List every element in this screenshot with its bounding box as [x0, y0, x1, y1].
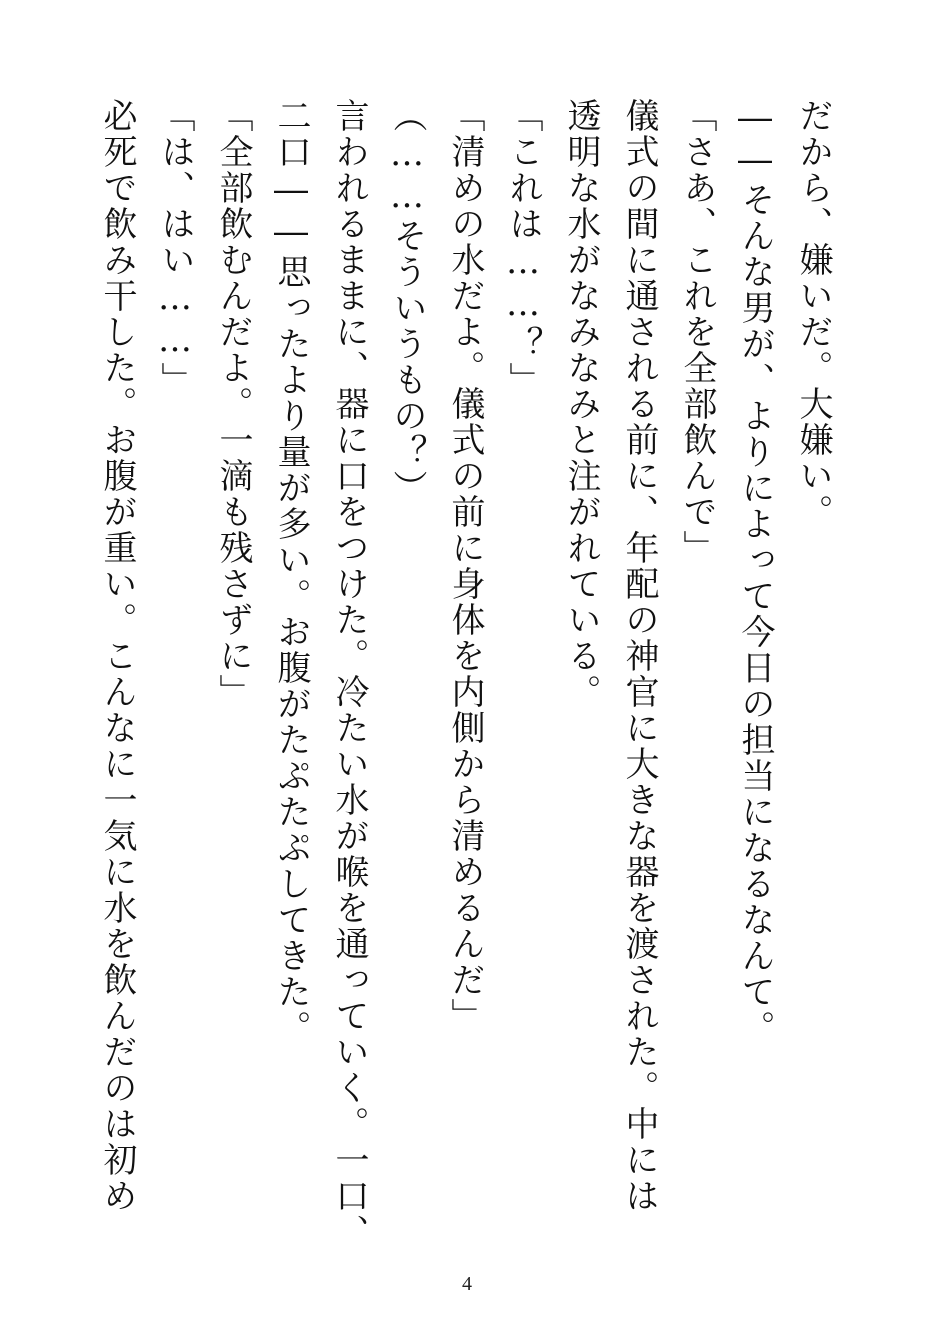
text-line: ――そんな男が、よりによって今日の担当になるなんて。	[735, 98, 775, 1046]
text-line: だから、嫌いだ。大嫌い。	[793, 98, 833, 530]
text-line: 「全部飲むんだよ。一滴も残さずに」	[213, 98, 253, 710]
text-line: 二口――思ったより量が多い。お腹がたぷたぷしてきた。	[271, 98, 311, 1046]
text-line: 「は、はい……」	[155, 98, 195, 398]
page-number: 4	[462, 1273, 472, 1295]
text-line: 「さあ、これを全部飲んで」	[677, 98, 717, 566]
text-line: 必死で飲み干した。お腹が重い。こんなに一気に水を飲んだのは初め	[97, 98, 137, 1214]
text-line: 「清めの水だよ。儀式の前に身体を内側から清めるんだ」	[445, 98, 485, 1034]
text-line: （……そういうもの？）	[387, 98, 427, 506]
text-line: 透明な水がなみなみと注がれている。	[561, 98, 601, 710]
vertical-text-block	[88, 98, 842, 1250]
text-line: 「これは……？」	[503, 98, 543, 398]
text-line: 儀式の間に通される前に、年配の神官に大きな器を渡された。中には	[619, 98, 659, 1214]
text-line: 言われるままに、器に口をつけた。冷たい水が喉を通っていく。一口、	[329, 98, 369, 1250]
